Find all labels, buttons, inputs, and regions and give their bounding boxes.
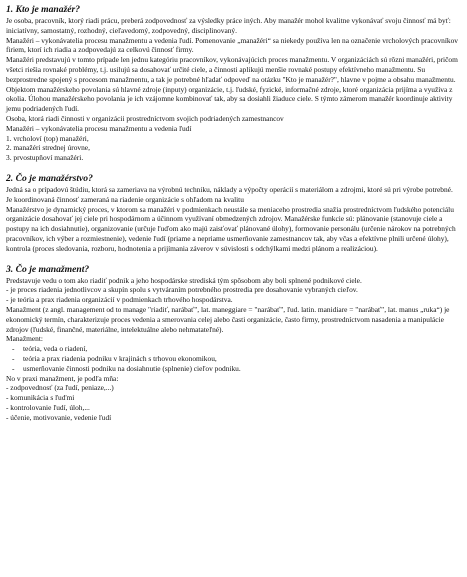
section-2-paragraph-2: Je koordinovaná činnosť zameraná na riadenie organizácie s ohľadom na kvalitu (6, 194, 244, 204)
section-3-heading: 3. Čo je manažment? (6, 263, 90, 275)
list-item: 3. prvostupňoví manažéri. (6, 153, 84, 163)
section-3-paragraph-5: Manažment: (6, 334, 43, 344)
section-2-paragraph-1: Jedná sa o prípadovú štúdiu, ktorá sa zameriava na výrobnú techniku, náklady a výpočty operácií s materiálom a zdrojmi, ktoré sú pri výrobe potrebné. (6, 184, 453, 194)
section-3-paragraph-4: Manažment (z angl. management od to manage "riadiť, narábať", lat. maneggiare = "narábať", ľud. latin. manidiare = "narábať", lat. manus „ruka“) je ekonomický termín, charakterizuje proces vedenia a smerovania celej alebo časti organizácie, často firmy, prostredníctvom nasadenia a manipulácie zdrojov (ľudské, finančné, materiálne, intelektuálne alebo nehmatateľné). (6, 304, 450, 334)
section-1-heading: 1. Kto je manažér? (6, 4, 81, 15)
bullet-list (6, 344, 461, 373)
list-item: - účenie, motivovanie, vedenie ľudí (6, 412, 112, 422)
section-1-paragraph-5: Manažéri – vykonávatelia procesu manažmentu a vedenia ľudí (6, 123, 192, 133)
list-item: - kontrolovanie ľudí, úloh,... (6, 402, 90, 412)
section-3-paragraph-1: Predstavuje vedu o tom ako riadiť podnik a jeho hospodárske strediská tým spôsobom aby boli splnené podnikové ciele. (6, 275, 362, 285)
list-item: - usmerňovanie činnosti podniku na dosiahnutie (splnenie) cieľov podniku. (23, 364, 461, 374)
section-3-paragraph-2: - je proces riadenia jednotlivcov a skupín spolu s vytváraním potrebného prostredia pre dosahovanie vybraných cieľov. (6, 285, 358, 295)
section-1-paragraph-3: Manažéri predstavujú v tomto prípade len jednu kategóriu pracovníkov, vykonávajúcich proces manažmentu. V organizáciách sú rôzni manažéri, pričom všetci riešia rovnaké problémy, t.j. usilujú sa dosahovať určité ciele, a činnosti aplikujú menšie rovnaké postupy efektívneho manažmentu. Su bezprostredne spojený s procesom manažmentu, a tak je potrebné hľadať odpoveď na otázku "Kto je manažér?", hlavne v pojme a obsahu manažmentu. Objektom manažérskeho povolania sú hlavné zdroje (inputy) organizácie, t.j. ľudské, fyzické, informačné zdroje, ktoré organizácia prijíma a využíva z okolia. Úlohou manažérskeho povolania je ich vzájomne kombinovať tak, aby sa dosiahli žiaduce ciele. S týmto zámerom manažér koordinuje aktivity jemu podriadených ľudí. (6, 55, 458, 114)
section-2-heading: 2. Čo je manažérstvo? (6, 172, 93, 184)
section-1-paragraph-2: Manažéri – vykonávatelia procesu manažmentu a vedenia ľudí. Pomenovanie „manažéri“ sa niekedy používa len na označenie vrcholových pracovníkov firiem, ktorí ich riadia a zodpovedajú za celkovú činnosť firmy. (6, 35, 459, 55)
list-item: 2. manažéri strednej úrovne, (6, 143, 90, 153)
list-item: - teória a prax riadenia podniku v krajinách s trhovou ekonomikou, (23, 354, 461, 364)
section-1-paragraph-1: Je osoba, pracovník, ktorý riadi prácu, preberá zodpovednosť za výsledky práce iných. Aby manažér mohol kvalitne vykonávať svoju činnosť má byť: iniciatívny, samostatný, rozhodný, cieľavedomý, zodpovedný, disciplinovaný. (6, 16, 451, 35)
section-1-paragraph-4: Osoba, ktorá riadi činnosti v organizácii prostredníctvom svojich podriadených zamestnancov (6, 113, 284, 123)
list-item: - teória, veda o riadení, (23, 344, 461, 354)
list-item: - komunikácia s ľuďmi (6, 393, 75, 403)
section-2-paragraph-3: Manažérstvo je dynamický proces, v ktorom sa manažéri v podmienkach neustále sa meniaceho prostredia snažia prostredníctvom ľudského potenciálu organizácie dosahovať jej ciele pri hospodárnom a účinnom využívaní obmedzených zdrojov. Manažérske funkcie sú: plánovanie (stanovuje ciele a postupy na ich dosiahnutie), organizovanie (určuje ľuďom ako majú zaisťovať plánované úlohy), formovanie personálu (určenie nárokov na potrebných pracovníkov, ich výber a rozmiestnenie), vedenie ľudí (priame a nepriame usmerňovanie zamestnancov tak, aby včas a efektívne plnili určené úlohy), kontrola (proces sledovania, rozboru, hodnotenia a prijímania záverov v súvislosti s odchýlkami medzi plánom a realizáciou). (6, 204, 456, 253)
section-3-paragraph-6: No v praxi manažment, je podľa mňa: (6, 373, 119, 383)
list-item: - zodpovednosť (za ľudí, peniaze,...) (6, 383, 114, 393)
section-3-paragraph-3: - je teória a prax riadenia organizácií v podmienkach trhového hospodárstva. (6, 295, 233, 305)
list-item: 1. vrcholoví (top) manažéri, (6, 133, 89, 143)
